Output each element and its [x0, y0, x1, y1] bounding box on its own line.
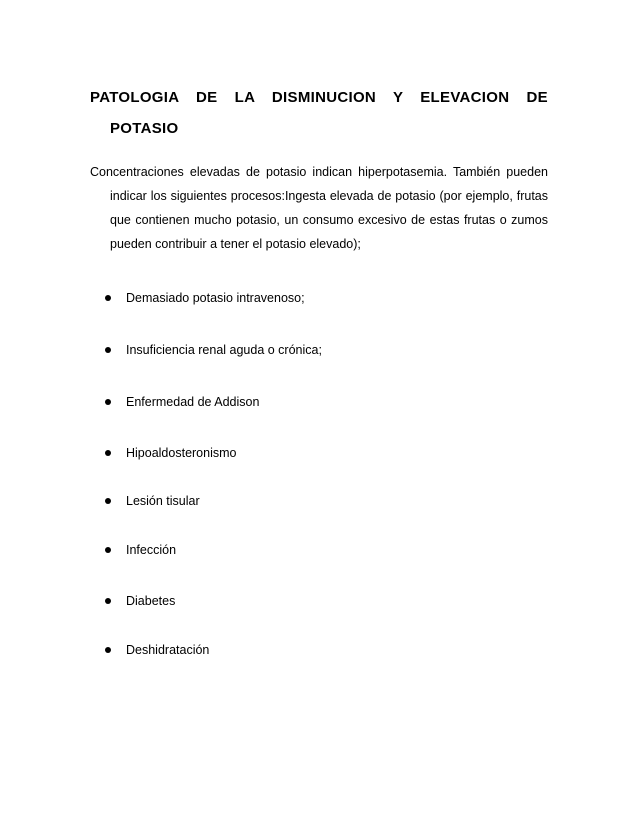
- list-item-text: Infección: [126, 543, 177, 557]
- intro-paragraph: [90, 160, 548, 256]
- intro-line-4: pueden contribuir a tener el potasio elevado);: [110, 237, 361, 251]
- intro-line-2: indicar los siguientes procesos:Ingesta elevada de potasio (por ejemplo, frutas: [110, 189, 548, 203]
- bullet-icon: [105, 647, 111, 653]
- bullet-icon: [105, 347, 111, 353]
- list-item-text: Hipoaldosteronismo: [126, 446, 237, 460]
- bullet-icon: [105, 547, 111, 553]
- intro-line-3: que contienen mucho potasio, un consumo excesivo de estas frutas o zumos: [110, 213, 548, 227]
- list-item-text: Lesión tisular: [126, 494, 200, 508]
- list-item-text: Diabetes: [126, 594, 176, 608]
- bullet-icon: [105, 498, 111, 504]
- bullet-icon: [105, 598, 111, 604]
- list-item-text: Insuficiencia renal aguda o crónica;: [126, 343, 322, 357]
- list-item-text: Deshidratación: [126, 643, 210, 657]
- list-item-text: Enfermedad de Addison: [126, 395, 260, 409]
- bullet-icon: [105, 295, 111, 301]
- bullet-icon: [105, 399, 111, 405]
- bullet-icon: [105, 450, 111, 456]
- title-line-2: POTASIO: [110, 120, 179, 137]
- page-title: [90, 82, 548, 144]
- list-item-text: Demasiado potasio intravenoso;: [126, 291, 305, 305]
- title-line-1: PATOLOGIA DE LA DISMINUCION Y ELEVACION DE: [90, 89, 548, 106]
- intro-line-1: Concentraciones elevadas de potasio indican hiperpotasemia. También pueden: [90, 165, 548, 179]
- intro-continuation: [90, 184, 548, 256]
